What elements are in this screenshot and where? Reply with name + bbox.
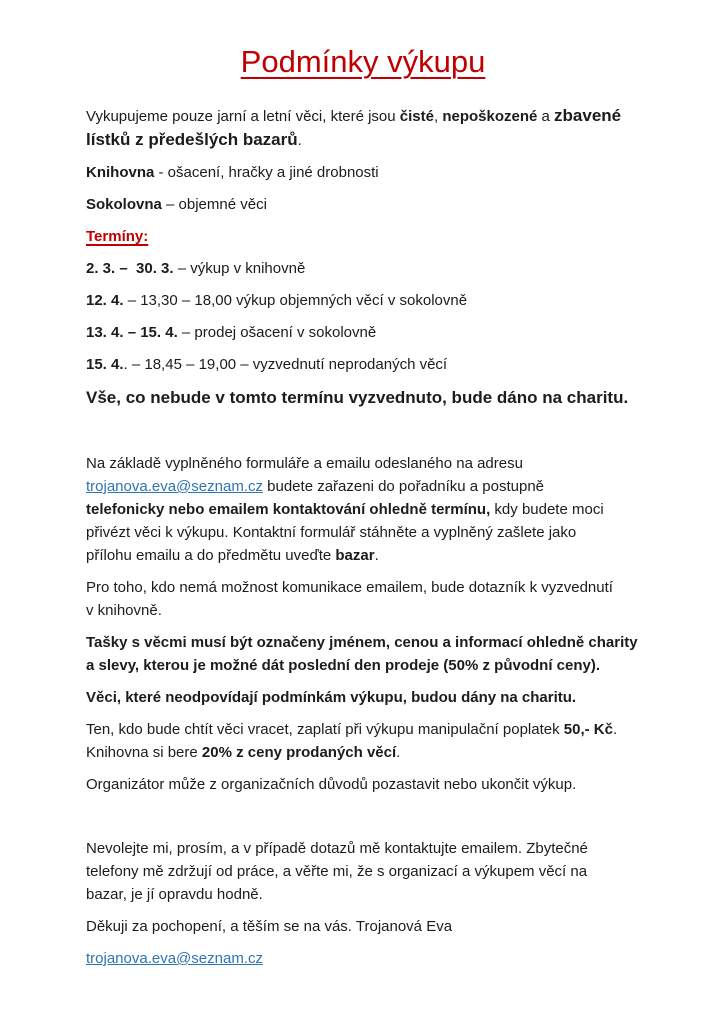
text-run: – výkup v knihovně (173, 260, 306, 277)
fees-note (86, 718, 640, 764)
text-run: 12. 4. (86, 292, 124, 309)
text-run: Knihovna si bere (86, 744, 202, 761)
text-run: Pro toho, kdo nemá možnost komunikace emailem, bude dotazník k vyzvednutí (86, 579, 613, 596)
text-run: Na základě vyplněného formuláře a emailu odeslaného na adresu (86, 455, 528, 472)
text-run: přílohu emailu a do předmětu uveďte (86, 547, 336, 564)
text-run: nepoškozené (442, 108, 538, 125)
phone-request (86, 837, 640, 906)
text-run: – 13,30 – 18,00 výkup objemných věcí v sokolovně (123, 292, 468, 309)
thanks-line (86, 915, 640, 938)
text-run: zbavené (554, 106, 622, 125)
email-link[interactable]: trojanova.eva@seznam.cz (86, 950, 263, 967)
text-run: . – 18,45 – 19,00 – vyzvednutí neprodaných věcí (123, 356, 448, 373)
term-line-2 (86, 289, 640, 312)
spacer (86, 420, 640, 443)
charity-notice (86, 385, 640, 411)
text-run: přivézt věci k výkupu. Kontaktní formulář stáhněte a vyplněný zašlete jako (86, 524, 577, 541)
organizer-note (86, 773, 640, 796)
text-run: - ošacení, hračky a jiné drobnosti (154, 164, 379, 181)
text-run: a (537, 108, 555, 125)
contact-instructions (86, 452, 640, 567)
text-run: Děkuji za pochopení, a těším se na vás. Trojanová Eva (86, 918, 453, 935)
term-line-3 (86, 321, 640, 344)
text-run: Vše, co nebude v tomto termínu vyzvednuto, bude dáno na charitu. (86, 388, 629, 407)
text-run: kdy budete moci (490, 501, 604, 518)
text-run: , (433, 108, 443, 125)
text-run: . (297, 132, 302, 149)
page-title: Podmínky výkupu (240, 44, 486, 79)
terms-heading (86, 225, 640, 248)
text-run: Knihovna (86, 164, 155, 181)
text-run: telefonicky nebo emailem kontaktování ohledně termínu, (86, 501, 491, 518)
location-sokolovna (86, 193, 640, 216)
text-run: 20% z ceny prodaných věcí (201, 744, 397, 761)
text-run: 50,- Kč (563, 721, 613, 738)
text-run: telefony mě zdržují od práce, a věřte mi, že s organizací a výkupem věcí na (86, 863, 588, 880)
spacer (86, 805, 640, 828)
text-run: Organizátor může z organizačních důvodů pozastavit nebo ukončit výkup. (86, 776, 577, 793)
no-email-note (86, 576, 640, 622)
document-body (86, 104, 640, 970)
text-run: . (396, 744, 401, 761)
text-run: bazar, je jí opravdu hodně. (86, 886, 263, 903)
contact-email (86, 947, 640, 970)
text-run: Tašky s věcmi musí být označeny jménem, cenou a informací ohledně charity (86, 634, 638, 651)
text-run: bazar (335, 547, 375, 564)
text-run: Ten, kdo bude chtít věci vracet, zaplatí při výkupu manipulační poplatek (86, 721, 564, 738)
text-run: budete zařazeni do pořadníku a postupně (262, 478, 549, 495)
text-run: – prodej ošacení v sokolovně (177, 324, 377, 341)
text-run: a slevy, kterou je možné dát poslední den prodeje (50% z původní ceny). (86, 657, 601, 674)
text-run: Nevolejte mi, prosím, a v případě dotazů mě kontaktujte emailem. Zbytečné (86, 840, 588, 857)
email-link[interactable]: trojanova.eva@seznam.cz (86, 478, 263, 495)
text-run: 15. 4. (86, 356, 124, 373)
bags-labeling-rule (86, 631, 640, 677)
text-run: Věci, které neodpovídají podmínkám výkupu, budou dány na charitu. (86, 689, 577, 706)
text-run: 13. 4. – 15. 4. (86, 324, 178, 341)
text-run: Vykupujeme pouze jarní a letní věci, které jsou (86, 108, 400, 125)
text-run: čisté (399, 108, 434, 125)
text-run: . (374, 547, 379, 564)
intro-paragraph (86, 104, 640, 152)
text-run: lístků z předešlých bazarů (86, 130, 298, 149)
term-line-1 (86, 257, 640, 280)
text-run: 2. 3. – 30. 3. (86, 260, 174, 277)
term-line-4 (86, 353, 640, 376)
text-run: . (612, 721, 618, 738)
text-run: – objemné věci (161, 196, 267, 213)
location-knihovna (86, 161, 640, 184)
text-run: Termíny: (86, 228, 149, 245)
text-run: v knihovně. (86, 602, 162, 619)
text-run: Sokolovna (86, 196, 162, 213)
non-conforming-rule (86, 686, 640, 709)
